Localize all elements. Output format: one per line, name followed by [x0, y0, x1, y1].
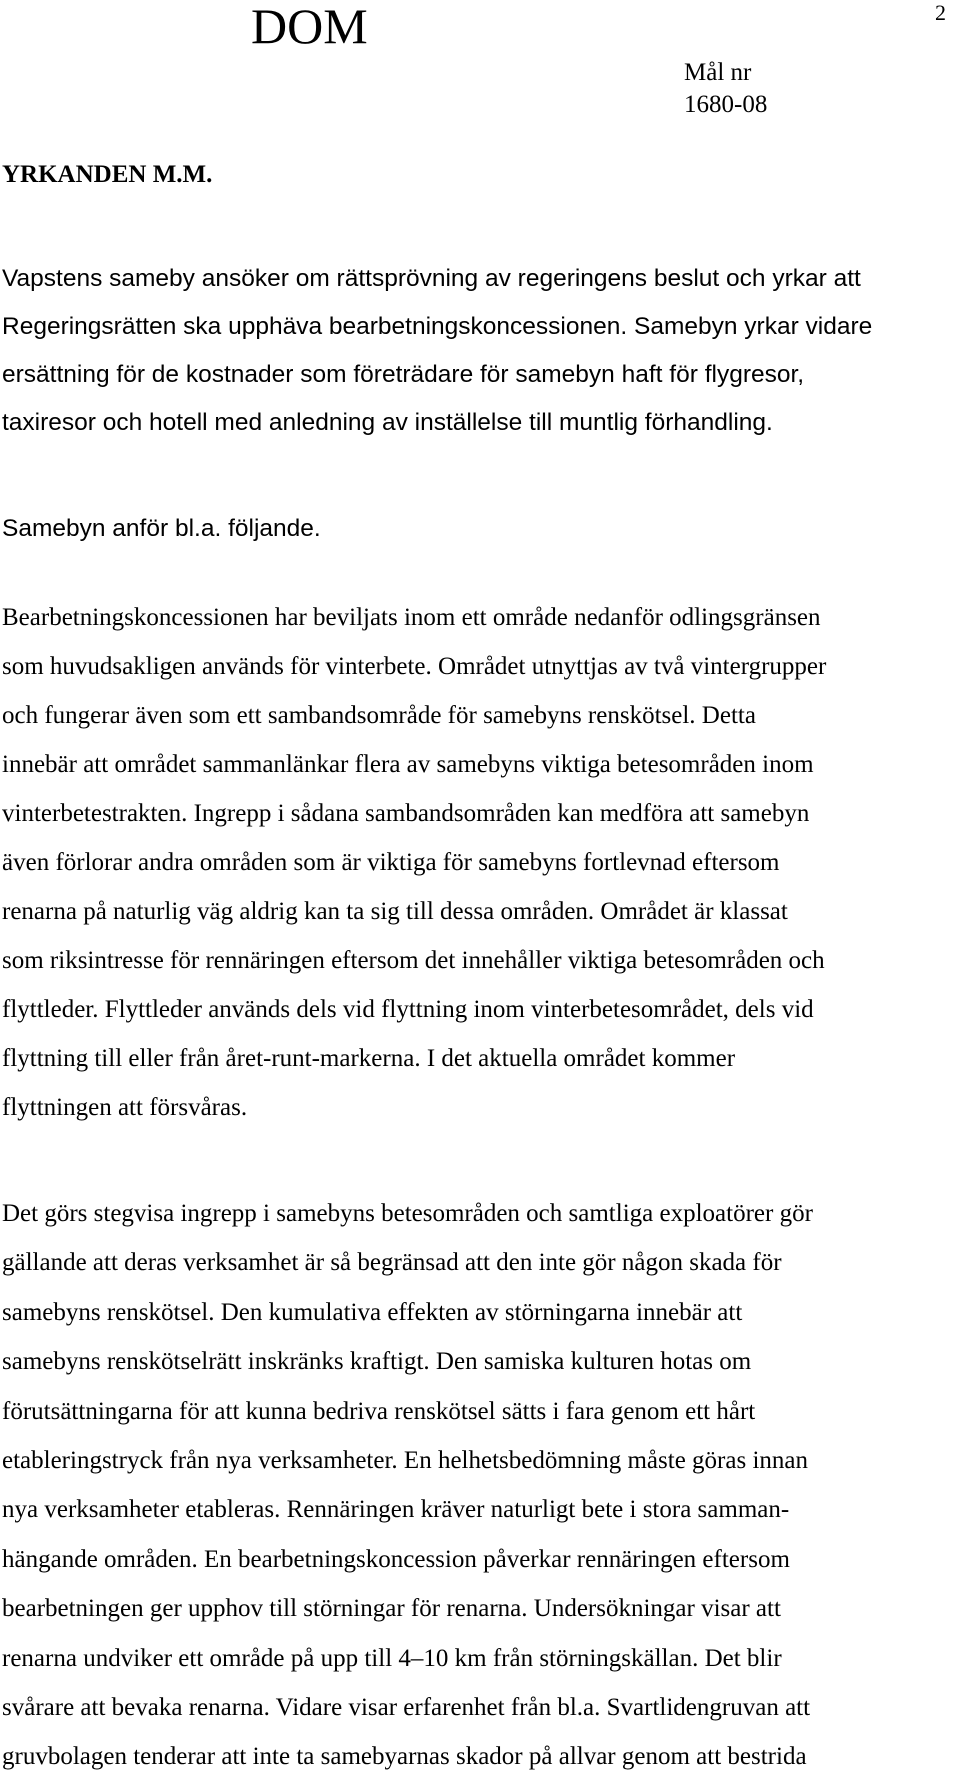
document-title: DOM [251, 0, 368, 54]
paragraph-line: som huvudsakligen används för vinterbete. Området utnyttjas av två vintergrupper [2, 653, 827, 680]
paragraph-line: samebyns renskötsel. Den kumulativa effekten av störningarna innebär att [2, 1298, 743, 1326]
paragraph-line: även förlorar andra områden som är viktiga för samebyns fortlevnad eftersom [2, 849, 780, 876]
paragraph-line: samebyns renskötselrätt inskränks kraftigt. Den samiska kulturen hotas om [2, 1348, 752, 1376]
paragraph-line: som riksintresse för rennäringen eftersom det innehåller viktiga betesområden och [2, 947, 825, 974]
paragraph-line: Regeringsrätten ska upphäva bearbetningskoncessionen. Samebyn yrkar vidare [2, 313, 873, 340]
paragraph-intro [2, 505, 942, 553]
paragraph-line: taxiresor och hotell med anledning av inställelse till muntlig förhandling. [2, 409, 773, 436]
paragraph-line: renarna på naturlig väg aldrig kan ta sig till dessa områden. Området är klassat [2, 898, 788, 925]
paragraph-line: renarna undviker ett område på upp till 4–10 km från störningskällan. Det blir [2, 1644, 782, 1672]
paragraph-line: flyttning till eller från året-runt-markerna. I det aktuella området kommer [2, 1045, 736, 1072]
paragraph-claims [2, 255, 942, 447]
paragraph-line: Bearbetningskoncessionen har beviljats inom ett område nedanför odlingsgränsen [2, 604, 821, 631]
paragraph-line: gällande att deras verksamhet är så begränsad att den inte gör någon skada för [2, 1249, 782, 1277]
paragraph-concession-area [2, 593, 942, 1132]
paragraph-line: innebär att området sammanlänkar flera av samebyns viktiga betesområden inom [2, 751, 814, 778]
paragraph-line: flyttningen att försvåras. [2, 1094, 248, 1121]
case-label: Mål nr [684, 59, 752, 86]
paragraph-line: flyttleder. Flyttleder används dels vid flyttning inom vinterbetesområdet, dels vid [2, 996, 814, 1023]
case-number: 1680-08 [684, 91, 768, 118]
paragraph-line: svårare att bevaka renarna. Vidare visar erfarenhet från bl.a. Svartlidengruvan att [2, 1694, 811, 1722]
paragraph-line: etableringstryck från nya verksamheter. En helhetsbedömning måste göras innan [2, 1447, 808, 1475]
paragraph-line: och fungerar även som ett sambandsområde för samebyns renskötsel. Detta [2, 702, 756, 729]
paragraph-line: bearbetningen ger upphov till störningar för renarna. Undersökningar visar att [2, 1595, 781, 1623]
paragraph-cumulative-effects [2, 1189, 942, 1782]
paragraph-line: ersättning för de kostnader som företrädare för samebyn haft för flygresor, [2, 361, 805, 388]
page-number: 2 [935, 0, 946, 25]
paragraph-line: nya verksamheter etableras. Rennäringen kräver naturligt bete i stora samman- [2, 1496, 790, 1524]
paragraph-line: förutsättningarna för att kunna bedriva renskötsel sätts i fara genom ett hårt [2, 1397, 756, 1425]
paragraph-line: gruvbolagen tenderar att inte ta samebyarnas skador på allvar genom att bestrida [2, 1743, 807, 1771]
paragraph-line: Vapstens sameby ansöker om rättsprövning av regeringens beslut och yrkar att [2, 265, 861, 292]
paragraph-line: hängande områden. En bearbetningskoncession påverkar rennäringen eftersom [2, 1545, 790, 1573]
paragraph-line: Samebyn anför bl.a. följande. [2, 515, 321, 542]
paragraph-line: Det görs stegvisa ingrepp i samebyns betesområden och samtliga exploatörer gör [2, 1200, 813, 1227]
paragraph-line: vinterbetestrakten. Ingrepp i sådana sambandsområden kan medföra att samebyn [2, 800, 810, 827]
section-heading: YRKANDEN M.M. [2, 161, 213, 188]
